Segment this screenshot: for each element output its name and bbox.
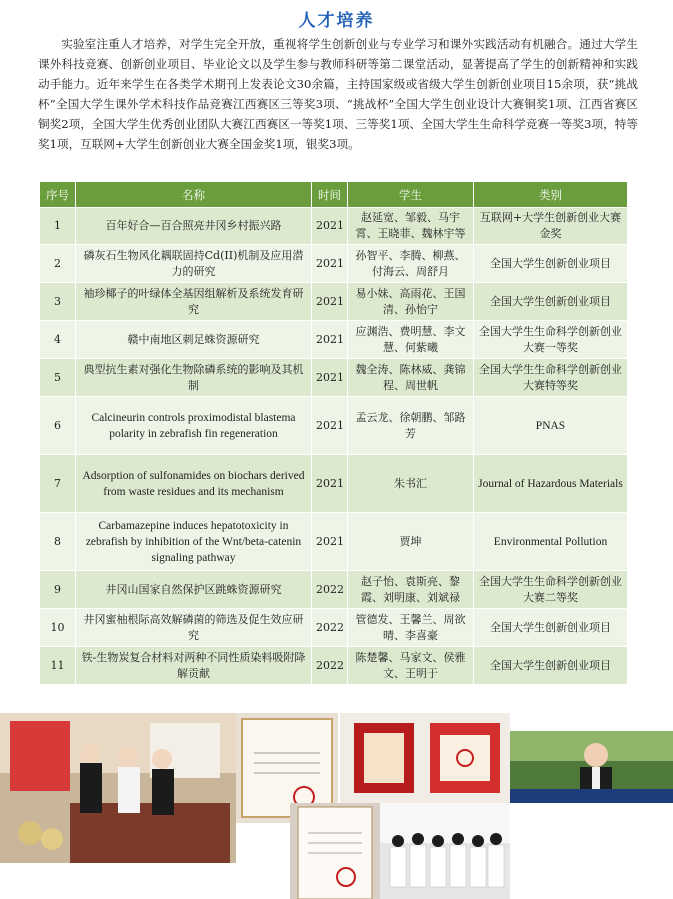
awards-table <box>39 181 628 685</box>
cell-year: 2021 <box>312 397 348 455</box>
cell-students: 孟云龙、徐朝鹏、邹路芳 <box>348 397 474 455</box>
table-row <box>40 455 628 513</box>
table-row <box>40 571 628 609</box>
cell-category: 全国大学生生命科学创新创业大赛特等奖 <box>474 359 628 397</box>
cell-no: 1 <box>40 208 76 245</box>
cell-no: 2 <box>40 245 76 283</box>
cell-students: 孙智平、李腾、柳燕、付海云、周舒月 <box>348 245 474 283</box>
cell-year: 2021 <box>312 245 348 283</box>
photo-gallery <box>0 713 673 899</box>
header-category: 类别 <box>474 182 628 208</box>
cell-students: 管德发、王馨兰、周欲晴、李喜豪 <box>348 609 474 647</box>
cell-no: 4 <box>40 321 76 359</box>
cell-category: PNAS <box>474 397 628 455</box>
cell-no: 9 <box>40 571 76 609</box>
table-row <box>40 397 628 455</box>
cell-year: 2021 <box>312 455 348 513</box>
cell-category: 全国大学生创新创业项目 <box>474 245 628 283</box>
cell-name: 赣中南地区刺足蛛资源研究 <box>76 321 312 359</box>
cell-name: 井冈山国家自然保护区跳蛛资源研究 <box>76 571 312 609</box>
cell-year: 2022 <box>312 647 348 685</box>
table-row <box>40 513 628 571</box>
news-interview-photo <box>510 731 673 803</box>
cell-name: 磷灰石生物风化耦联固持Cd(II)机制及应用潜力的研究 <box>76 245 312 283</box>
team-group-photo <box>380 803 510 899</box>
header-year: 时间 <box>312 182 348 208</box>
intro-paragraph: 实验室注重人才培养，对学生完全开放，重视将学生创新创业与专业学习和课外实践活动有机融合。通过大学生课外科技竞赛、创新创业项目、毕业论文以及学生参与教师科研等第二课堂活动，显著提高了学生的创新精神和实践动手能力。近年来学生在各类学术期刊上发表论文30余篇，主持国家级或省级大学生创新创业项目15余项，获“挑战杯”全国大学生课外学术科技作品竞赛江西赛区三等奖3项、“挑战杯”全国大学生创业设计大赛铜奖1项、江西省赛区铜奖2项，全国大学生优秀创业团队大赛江西赛区一等奖1项、三等奖1项、全国大学生生命科学竞赛一等奖3项，特等奖1项，互联网+大学生创新创业大赛全国金奖1项，银奖3项。 <box>38 37 638 151</box>
page-title: 人才培养 <box>298 11 375 31</box>
cell-name: 铁-生物炭复合材料对两种不同性质染料吸附降解贡献 <box>76 647 312 685</box>
cell-no: 10 <box>40 609 76 647</box>
cell-students: 易小妹、高雨花、王国清、孙怡宁 <box>348 283 474 321</box>
table-row <box>40 245 628 283</box>
cell-category: 全国大学生创新创业项目 <box>474 609 628 647</box>
cell-category: 互联网+大学生创新创业大赛金奖 <box>474 208 628 245</box>
cell-no: 11 <box>40 647 76 685</box>
cell-category: 全国大学生生命科学创新创业大赛二等奖 <box>474 571 628 609</box>
cell-students: 魏全涛、陈林威、龚锦程、周世帆 <box>348 359 474 397</box>
cell-students: 赵子怡、袁斯亮、黎霞、刘明康、刘斌禄 <box>348 571 474 609</box>
header-students: 学生 <box>348 182 474 208</box>
cell-year: 2022 <box>312 609 348 647</box>
cell-no: 6 <box>40 397 76 455</box>
cell-year: 2021 <box>312 513 348 571</box>
cell-year: 2022 <box>312 571 348 609</box>
cell-year: 2021 <box>312 359 348 397</box>
header-no: 序号 <box>40 182 76 208</box>
cell-name: 百年好合—百合照亮井冈乡村振兴路 <box>76 208 312 245</box>
table-row <box>40 609 628 647</box>
cell-students: 陈楚馨、马家文、侯雅文、王明于 <box>348 647 474 685</box>
certificates-red-photo <box>340 713 510 803</box>
cell-no: 7 <box>40 455 76 513</box>
students-exhibition-photo <box>0 713 236 863</box>
cell-year: 2021 <box>312 208 348 245</box>
cell-no: 3 <box>40 283 76 321</box>
cell-category: Environmental Pollution <box>474 513 628 571</box>
cell-name: Adsorption of sulfonamides on biochars derived from waste residues and its mechanism <box>76 455 312 513</box>
table-row <box>40 321 628 359</box>
cell-no: 8 <box>40 513 76 571</box>
award-document-photo <box>290 803 380 899</box>
header-name: 名称 <box>76 182 312 208</box>
cell-name: 典型抗生素对强化生物除磷系统的影响及其机制 <box>76 359 312 397</box>
cell-students: 赵延宽、邹毅、马宇霄、王晓菲、魏林宇等 <box>348 208 474 245</box>
cell-name: 井冈蜜柚根际高效解磷菌的筛选及促生效应研究 <box>76 609 312 647</box>
cell-year: 2021 <box>312 321 348 359</box>
cell-name: Calcineurin controls proximodistal blastema polarity in zebrafish fin regeneration <box>76 397 312 455</box>
table-body <box>40 208 628 685</box>
cell-name: Carbamazepine induces hepatotoxicity in zebrafish by inhibition of the Wnt/beta-catenin signaling pathway <box>76 513 312 571</box>
table-header-row <box>40 182 628 208</box>
table-row <box>40 647 628 685</box>
cell-students: 贾坤 <box>348 513 474 571</box>
table-row <box>40 208 628 245</box>
cell-name: 袖珍椰子的叶绿体全基因组解析及系统发育研究 <box>76 283 312 321</box>
table-row <box>40 283 628 321</box>
cell-students: 朱书汇 <box>348 455 474 513</box>
cell-year: 2021 <box>312 283 348 321</box>
cell-no: 5 <box>40 359 76 397</box>
cell-category: 全国大学生创新创业项目 <box>474 647 628 685</box>
cell-students: 应渊浩、费明慧、李文慧、何紫曦 <box>348 321 474 359</box>
cell-category: 全国大学生生命科学创新创业大赛一等奖 <box>474 321 628 359</box>
cell-category: Journal of Hazardous Materials <box>474 455 628 513</box>
table-row <box>40 359 628 397</box>
cell-category: 全国大学生创新创业项目 <box>474 283 628 321</box>
